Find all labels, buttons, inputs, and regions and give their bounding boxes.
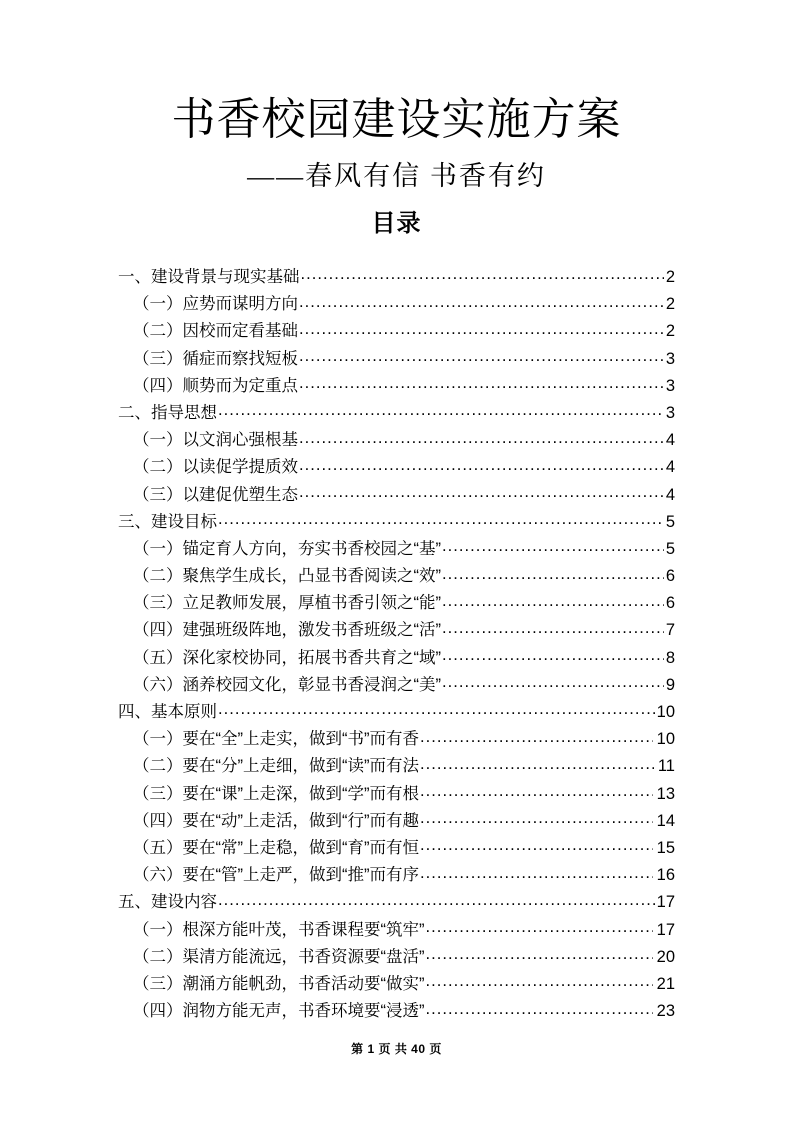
toc-entry[interactable] — [0, 699, 793, 726]
toc-page-number: 2 — [665, 295, 675, 314]
toc-leader-dots — [301, 266, 665, 283]
toc-leader-dots — [218, 701, 656, 718]
toc-entry[interactable] — [0, 944, 793, 971]
toc-entry-label: （二）要在“分”上走细，做到“读”而有法 — [133, 757, 419, 776]
toc-page-number: 7 — [665, 621, 675, 640]
toc-page-number: 9 — [665, 675, 675, 694]
toc-leader-dots — [426, 1000, 653, 1017]
toc-page-number: 4 — [665, 485, 675, 504]
toc-entry[interactable] — [0, 373, 793, 400]
toc-page-number: 6 — [665, 594, 675, 613]
toc-entry-label: （四）润物方能无声，书香环境要“浸透” — [133, 1002, 425, 1021]
document-subtitle: ——春风有信 书香有约 — [247, 160, 546, 191]
toc-page-number: 11 — [657, 757, 675, 776]
toc-leader-dots — [426, 972, 653, 989]
toc-entry-label: （四）要在“动”上走活，做到“行”而有趣 — [133, 811, 419, 830]
toc-entry-label: 五、建设内容 — [118, 893, 217, 912]
toc-entry-label: （六）涵养校园文化，彰显书香浸润之“美” — [133, 675, 441, 694]
toc-page-number: 14 — [656, 811, 675, 830]
toc-entry[interactable] — [0, 889, 793, 916]
toc-page-number: 4 — [665, 431, 675, 450]
toc-page-number: 8 — [665, 648, 675, 667]
toc-leader-dots — [426, 945, 653, 962]
toc-page-number: 13 — [656, 784, 675, 803]
page-title: 书香校园建设实施方案 — [171, 95, 622, 144]
toc-entry-label: （三）要在“课”上走深，做到“学”而有根 — [133, 784, 419, 803]
toc-entry[interactable] — [0, 726, 793, 753]
toc-page-number: 5 — [665, 539, 675, 558]
toc-leader-dots — [299, 374, 664, 391]
toc-leader-dots — [218, 401, 661, 418]
toc-entry[interactable] — [0, 454, 793, 481]
toc-entry[interactable] — [0, 971, 793, 998]
toc-page-number: 3 — [665, 403, 675, 422]
toc-page-number: 23 — [656, 1002, 675, 1021]
toc-entry[interactable] — [0, 753, 793, 780]
toc-leader-dots — [218, 891, 656, 908]
toc-leader-dots — [442, 537, 664, 554]
toc-entry[interactable] — [0, 617, 793, 644]
toc-entry[interactable] — [0, 400, 793, 427]
toc-leader-dots — [420, 728, 653, 745]
toc-leader-dots — [420, 864, 653, 881]
toc-entry[interactable] — [0, 563, 793, 590]
toc-entry-label: （四）建强班级阵地，激发书香班级之“活” — [133, 621, 441, 640]
toc-entry[interactable] — [0, 264, 793, 291]
toc-entry[interactable] — [0, 998, 793, 1025]
toc-entry[interactable] — [0, 781, 793, 808]
toc-page-number: 2 — [665, 322, 675, 341]
toc-leader-dots — [299, 293, 664, 310]
toc-entry-label: （二）因校而定看基础 — [133, 322, 298, 341]
toc-leader-dots — [218, 510, 661, 527]
toc-entry-label: （四）顺势而为定重点 — [133, 376, 298, 395]
toc-entry[interactable] — [0, 672, 793, 699]
toc-entry-label: （一）以文润心强根基 — [133, 431, 298, 450]
toc-page-number: 17 — [656, 920, 675, 939]
toc-page-number: 10 — [656, 730, 675, 749]
toc-entry[interactable] — [0, 862, 793, 889]
toc-leader-dots — [299, 456, 664, 473]
toc-entry-label: 一、建设背景与现实基础 — [118, 268, 300, 286]
toc-entry[interactable] — [0, 590, 793, 617]
toc-page-number: 3 — [665, 376, 675, 395]
toc-entry[interactable] — [0, 346, 793, 373]
toc-entry[interactable] — [0, 645, 793, 672]
toc-entry-label: （一）应势而谋明方向 — [133, 295, 298, 314]
toc-leader-dots — [442, 646, 664, 663]
toc-entry-label: （一）根深方能叶茂，书香课程要“筑牢” — [133, 920, 425, 939]
toc-entry-label: （五）要在“常”上走稳，做到“育”而有恒 — [133, 838, 419, 857]
toc-leader-dots — [426, 918, 653, 935]
toc-entry-label: （五）深化家校协同，拓展书香共育之“域” — [133, 648, 441, 667]
toc-entry[interactable] — [0, 427, 793, 454]
page-footer: 第 1 页 共 40 页 — [351, 1042, 442, 1056]
toc-page-number: 2 — [665, 268, 675, 286]
toc-entry-label: 四、基本原则 — [118, 703, 217, 721]
toc-leader-dots — [442, 592, 664, 609]
toc-entry[interactable] — [0, 835, 793, 862]
toc-entry-label: （一）锚定育人方向，夯实书香校园之“基” — [133, 539, 441, 558]
toc-entry-label: 二、指导思想 — [118, 403, 217, 422]
toc-entry-label: 三、建设目标 — [118, 512, 217, 531]
toc-entry-label: （一）要在“全”上走实，做到“书”而有香 — [133, 730, 419, 749]
toc-page-number: 16 — [656, 866, 675, 885]
toc-page-number: 10 — [656, 703, 675, 721]
toc-leader-dots — [299, 347, 664, 364]
toc-page-number: 4 — [665, 458, 675, 477]
toc-entry-label: （三）循症而察找短板 — [133, 349, 298, 368]
toc-leader-dots — [420, 836, 653, 853]
toc-leader-dots — [299, 483, 664, 500]
toc-leader-dots — [420, 755, 654, 772]
toc-entry-label: （六）要在“管”上走严，做到“推”而有序 — [133, 866, 419, 885]
toc-page-number: 21 — [656, 974, 675, 993]
toc-entry[interactable] — [0, 482, 793, 509]
toc-leader-dots — [442, 565, 664, 582]
toc-page-number: 3 — [665, 349, 675, 368]
toc-leader-dots — [420, 809, 653, 826]
toc-entry-label: （三）立足教师发展，厚植书香引领之“能” — [133, 594, 441, 613]
toc-leader-dots — [442, 619, 664, 636]
toc-entry[interactable] — [0, 917, 793, 944]
toc-leader-dots — [299, 320, 664, 337]
toc-entry[interactable] — [0, 318, 793, 345]
toc-entry[interactable] — [0, 509, 793, 536]
toc-entry[interactable] — [0, 536, 793, 563]
toc-page-number: 15 — [656, 838, 675, 857]
toc-entry-label: （二）渠清方能流远，书香资源要“盘活” — [133, 947, 425, 966]
toc-entry[interactable] — [0, 291, 793, 318]
toc-leader-dots — [420, 782, 653, 799]
toc-heading: 目录 — [371, 210, 422, 238]
toc-page-number: 5 — [665, 512, 675, 531]
toc-entry-label: （三）潮涌方能帆劲，书香活动要“做实” — [133, 974, 425, 993]
toc-entry-label: （二）以读促学提质效 — [133, 458, 298, 477]
table-of-contents — [0, 264, 793, 1025]
toc-entry-label: （三）以建促优塑生态 — [133, 485, 298, 504]
toc-entry[interactable] — [0, 808, 793, 835]
toc-page-number: 20 — [656, 947, 675, 966]
toc-leader-dots — [442, 673, 664, 690]
toc-leader-dots — [299, 429, 664, 446]
toc-page-number: 17 — [656, 893, 675, 912]
toc-entry-label: （二）聚焦学生成长，凸显书香阅读之“效” — [133, 567, 441, 586]
toc-page-number: 6 — [665, 567, 675, 586]
